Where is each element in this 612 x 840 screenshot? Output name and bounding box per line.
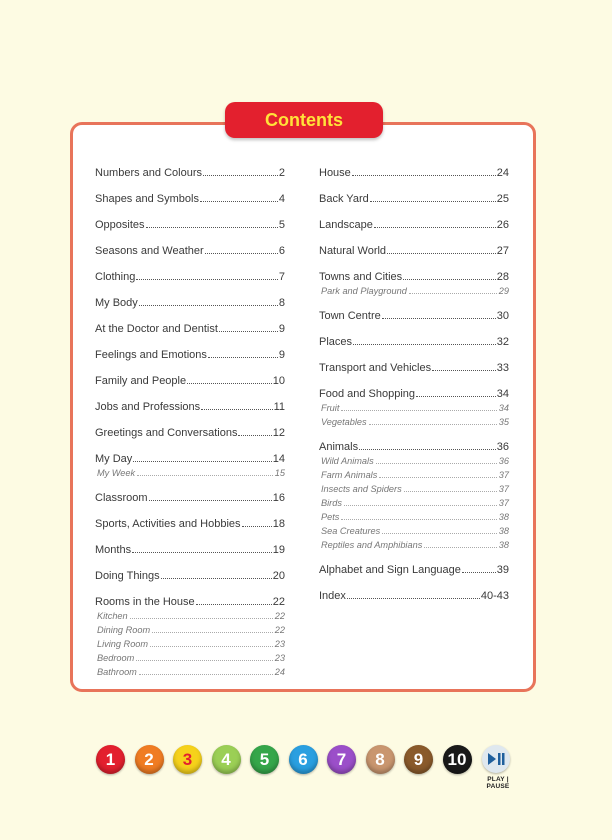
chapter-button-7[interactable]: 7 (327, 745, 356, 774)
dot-leader (242, 516, 272, 527)
dot-leader (341, 510, 496, 520)
toc-subentry-label: Living Room (97, 639, 149, 649)
toc-entry[interactable] (95, 165, 285, 180)
dot-leader (219, 321, 278, 332)
dot-leader (132, 542, 272, 553)
toc-row[interactable] (95, 373, 285, 388)
toc-entry-label: Alphabet and Sign Language (319, 564, 461, 576)
toc-row[interactable] (95, 295, 285, 310)
toc-subentry-label: Reptiles and Amphibians (321, 540, 423, 550)
toc-entry-label: Rooms in the House (95, 596, 195, 608)
toc-entry-page: 5 (278, 219, 285, 231)
toc-entry[interactable] (95, 425, 285, 440)
toc-entry[interactable] (95, 373, 285, 388)
dot-leader (369, 415, 497, 425)
toc-subentry-label: Pets (321, 512, 340, 522)
toc-entry[interactable] (319, 269, 509, 298)
toc-entry[interactable] (95, 217, 285, 232)
dot-leader (149, 490, 272, 501)
toc-row[interactable] (319, 165, 509, 180)
dot-leader (137, 466, 273, 476)
toc-entry-page: 14 (272, 453, 285, 465)
dot-leader (344, 496, 497, 506)
dot-leader (203, 165, 278, 176)
toc-subentry-label: Wild Animals (321, 456, 374, 466)
toc-entry[interactable] (95, 347, 285, 362)
toc-entry-label: Animals (319, 441, 359, 453)
dot-leader (376, 454, 497, 464)
toc-entry-page: 39 (496, 564, 509, 576)
toc-row[interactable] (319, 269, 509, 284)
toc-row[interactable] (95, 568, 285, 583)
toc-entry-page: 36 (496, 441, 509, 453)
toc-entry-label: Clothing (95, 271, 136, 283)
dot-leader (146, 217, 278, 228)
toc-subentry[interactable] (95, 637, 285, 651)
toc-entry[interactable] (95, 399, 285, 414)
toc-row[interactable] (319, 562, 509, 577)
toc-row[interactable] (95, 321, 285, 336)
dot-leader (133, 451, 271, 462)
dot-leader (130, 609, 273, 619)
toc-subentry-page: 24 (274, 667, 285, 677)
toc-subentry-label: Vegetables (321, 417, 367, 427)
toc-subentry-label: Bathroom (97, 667, 137, 677)
toc-subentry[interactable] (319, 510, 509, 524)
toc-subentry-page: 38 (498, 512, 509, 522)
toc-entry-page: 24 (496, 167, 509, 179)
toc-entry-page: 18 (272, 518, 285, 530)
toc-entry-page: 22 (272, 596, 285, 608)
chapter-button-4[interactable]: 4 (212, 745, 241, 774)
toc-subentry-label: Dining Room (97, 625, 151, 635)
toc-entry-label: Classroom (95, 492, 148, 504)
toc-subentry-page: 38 (498, 540, 509, 550)
toc-entry-page: 33 (496, 362, 509, 374)
toc-row[interactable] (319, 334, 509, 349)
toc-entry-page: 32 (496, 336, 509, 348)
dot-leader (208, 347, 278, 358)
toc-entry-label: Index (319, 590, 346, 602)
toc-entry[interactable] (319, 588, 509, 603)
toc-entry[interactable] (95, 243, 285, 258)
toc-entry[interactable] (319, 191, 509, 206)
toc-row[interactable] (95, 451, 285, 466)
play-pause-icon (487, 752, 505, 766)
dot-leader (370, 191, 496, 202)
toc-entry-page: 20 (272, 570, 285, 582)
toc-subentry-label: Kitchen (97, 611, 128, 621)
toc-row[interactable] (319, 386, 509, 401)
dot-leader (416, 386, 496, 397)
toc-entry-label: Opposites (95, 219, 145, 231)
toc-entry-label: House (319, 167, 351, 179)
toc-subentry[interactable] (319, 482, 509, 496)
toc-subentry-page: 23 (274, 653, 285, 663)
dot-leader (404, 482, 497, 492)
toc-subentry-page: 15 (274, 468, 285, 478)
chapter-button-5[interactable]: 5 (250, 745, 279, 774)
dot-leader (200, 191, 278, 202)
toc-entry-page: 40-43 (480, 590, 509, 602)
toc-row[interactable] (319, 588, 509, 603)
dot-leader (341, 401, 496, 411)
toc-subentry-page: 37 (498, 470, 509, 480)
toc-entry[interactable] (319, 334, 509, 349)
toc-subentry[interactable] (319, 468, 509, 482)
dot-leader (139, 665, 273, 675)
toc-subentry[interactable] (95, 623, 285, 637)
toc-subentry-label: Insects and Spiders (321, 484, 402, 494)
toc-entry-label: Town Centre (319, 310, 381, 322)
toc-row[interactable] (95, 165, 285, 180)
toc-subentry[interactable] (319, 401, 509, 415)
toc-entry[interactable] (319, 308, 509, 323)
toc-subentry[interactable] (95, 665, 285, 679)
toc-entry-page: 4 (278, 193, 285, 205)
dot-leader (387, 243, 496, 254)
toc-entry-label: Jobs and Professions (95, 401, 201, 413)
dot-leader (403, 269, 496, 280)
toc-entry-label: Transport and Vehicles (319, 362, 432, 374)
toc-subentry-page: 34 (498, 403, 509, 413)
toc-entry-label: Shapes and Symbols (95, 193, 199, 205)
toc-subentry[interactable] (319, 415, 509, 429)
toc-entry-page: 28 (496, 271, 509, 283)
toc-entry-page: 34 (496, 388, 509, 400)
toc-row[interactable] (95, 542, 285, 557)
toc-subentry[interactable] (95, 651, 285, 665)
toc-entry-label: Food and Shopping (319, 388, 416, 400)
chapter-button-6[interactable]: 6 (289, 745, 318, 774)
dot-leader (409, 284, 497, 294)
toc-row[interactable] (319, 217, 509, 232)
chapter-button-1[interactable]: 1 (96, 745, 125, 774)
chapter-button-9[interactable]: 9 (404, 745, 433, 774)
toc-entry[interactable] (95, 451, 285, 480)
toc-entry-page: 16 (272, 492, 285, 504)
toc-entry-page: 9 (278, 349, 285, 361)
toc-entry[interactable] (95, 269, 285, 284)
toc-entry[interactable] (95, 568, 285, 583)
toc-entry-label: My Day (95, 453, 133, 465)
toc-entry-page: 6 (278, 245, 285, 257)
toc-entry-page: 7 (278, 271, 285, 283)
dot-leader (139, 295, 278, 306)
dot-leader (196, 594, 272, 605)
toc-entry[interactable] (95, 490, 285, 505)
toc-subentry-page: 22 (274, 611, 285, 621)
toc-entry[interactable] (95, 191, 285, 206)
toc-row[interactable] (95, 490, 285, 505)
toc-subentry-label: My Week (97, 468, 136, 478)
toc-entry-label: Feelings and Emotions (95, 349, 207, 361)
toc-subentry[interactable] (95, 466, 285, 480)
dot-leader (462, 562, 496, 573)
toc-entry[interactable] (319, 165, 509, 180)
toc-entry-page: 27 (496, 245, 509, 257)
toc-subentry[interactable] (319, 538, 509, 552)
toc-entry-page: 9 (278, 323, 285, 335)
toc-row[interactable] (95, 399, 285, 414)
toc-subentry-page: 35 (498, 417, 509, 427)
toc-row[interactable] (95, 347, 285, 362)
toc-subentry-page: 38 (498, 526, 509, 536)
toc-entry-label: My Body (95, 297, 138, 309)
toc-entry-label: Family and People (95, 375, 187, 387)
toc-subentry-page: 23 (274, 639, 285, 649)
toc-row[interactable] (95, 594, 285, 609)
toc-entry[interactable] (95, 321, 285, 336)
chapter-button-10[interactable]: 10 (443, 745, 472, 774)
toc-subentry-page: 29 (498, 286, 509, 296)
dot-leader (150, 637, 273, 647)
dot-leader (152, 623, 273, 633)
toc-row[interactable] (319, 243, 509, 258)
toc-entry[interactable] (95, 295, 285, 310)
toc-row[interactable] (95, 243, 285, 258)
toc-row[interactable] (319, 439, 509, 454)
dot-leader (187, 373, 272, 384)
dot-leader (374, 217, 496, 228)
dot-leader (136, 269, 278, 280)
toc-subentry-page: 37 (498, 484, 509, 494)
play-pause-label: PLAY | PAUSE (486, 776, 510, 790)
dot-leader (201, 399, 272, 410)
toc-row[interactable] (319, 191, 509, 206)
chapter-button-2[interactable]: 2 (135, 745, 164, 774)
dot-leader (136, 651, 272, 661)
page-title: Contents (225, 102, 383, 138)
dot-leader (382, 308, 496, 319)
toc-entry[interactable] (319, 439, 509, 552)
toc-entry-page: 19 (272, 544, 285, 556)
dot-leader (347, 588, 480, 599)
toc-subentry-page: 36 (498, 456, 509, 466)
toc-entry-page: 11 (273, 401, 285, 413)
toc-subentry-page: 22 (274, 625, 285, 635)
toc-entry-page: 30 (496, 310, 509, 322)
toc-subentry-label: Sea Creatures (321, 526, 381, 536)
toc-entry-page: 10 (272, 375, 285, 387)
toc-entry-page: 2 (278, 167, 285, 179)
toc-entry-page: 26 (496, 219, 509, 231)
dot-leader (352, 165, 496, 176)
chapter-button-3[interactable]: 3 (173, 745, 202, 774)
toc-entry-page: 8 (278, 297, 285, 309)
toc-subentry-label: Fruit (321, 403, 340, 413)
toc-entry-label: Sports, Activities and Hobbies (95, 518, 241, 530)
chapter-button-8[interactable]: 8 (366, 745, 395, 774)
toc-entry-label: At the Doctor and Dentist (95, 323, 218, 335)
toc-subentry[interactable] (319, 524, 509, 538)
toc-subentry-label: Birds (321, 498, 342, 508)
toc-entry-label: Natural World (319, 245, 387, 257)
toc-entry[interactable] (319, 243, 509, 258)
toc-entry-label: Landscape (319, 219, 373, 231)
play-pause-button[interactable] (482, 745, 510, 773)
toc-subentry[interactable] (319, 496, 509, 510)
toc-entry-label: Numbers and Colours (95, 167, 202, 179)
toc-subentry[interactable] (319, 454, 509, 468)
toc-entry-label: Greetings and Conversations (95, 427, 238, 439)
toc-row[interactable] (95, 269, 285, 284)
dot-leader (161, 568, 272, 579)
toc-subentry-page: 37 (498, 498, 509, 508)
dot-leader (353, 334, 496, 345)
dot-leader (359, 439, 496, 450)
toc-row[interactable] (319, 360, 509, 375)
contents-right-column (319, 165, 509, 614)
dot-leader (432, 360, 496, 371)
toc-row[interactable] (95, 191, 285, 206)
toc-entry-label: Places (319, 336, 353, 348)
dot-leader (379, 468, 496, 478)
toc-entry[interactable] (95, 516, 285, 531)
toc-entry-page: 25 (496, 193, 509, 205)
dot-leader (238, 425, 271, 436)
toc-entry-label: Months (95, 544, 132, 556)
contents-left-column (95, 165, 285, 689)
toc-entry-label: Seasons and Weather (95, 245, 204, 257)
dot-leader (205, 243, 278, 254)
toc-entry[interactable] (319, 386, 509, 429)
toc-entry[interactable] (319, 217, 509, 232)
toc-entry[interactable] (95, 594, 285, 679)
toc-entry-label: Back Yard (319, 193, 369, 205)
toc-entry[interactable] (319, 562, 509, 577)
toc-entry-label: Doing Things (95, 570, 160, 582)
toc-subentry[interactable] (95, 609, 285, 623)
toc-subentry-label: Park and Playground (321, 286, 407, 296)
toc-row[interactable] (95, 217, 285, 232)
dot-leader (424, 538, 496, 548)
toc-row[interactable] (319, 308, 509, 323)
dot-leader (382, 524, 497, 534)
toc-entry-page: 12 (272, 427, 285, 439)
toc-entry[interactable] (319, 360, 509, 375)
toc-subentry-label: Bedroom (97, 653, 135, 663)
toc-entry[interactable] (95, 542, 285, 557)
toc-subentry[interactable] (319, 284, 509, 298)
toc-row[interactable] (95, 516, 285, 531)
toc-subentry-label: Farm Animals (321, 470, 378, 480)
toc-row[interactable] (95, 425, 285, 440)
toc-entry-label: Towns and Cities (319, 271, 403, 283)
